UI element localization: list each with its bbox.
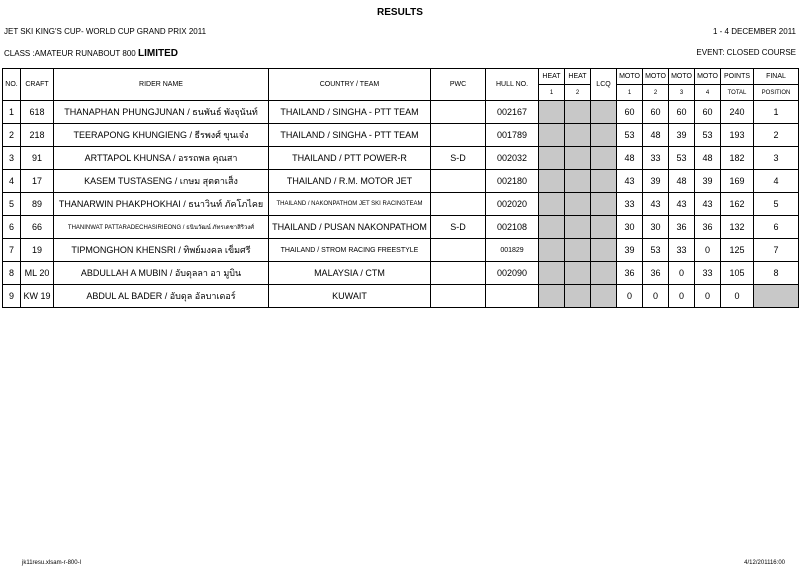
cell-pwc bbox=[431, 285, 486, 308]
col-moto-3-num: 3 bbox=[669, 85, 695, 101]
col-moto-1-num: 1 bbox=[617, 85, 643, 101]
cell-no: 2 bbox=[3, 124, 21, 147]
cell-craft: 66 bbox=[21, 216, 54, 239]
cell-rider: ABDUL AL BADER / อับดุล อัลบาเดอร์ bbox=[54, 285, 269, 308]
cell-lcq bbox=[591, 262, 617, 285]
cell-moto3: 48 bbox=[669, 170, 695, 193]
cell-moto2: 0 bbox=[643, 285, 669, 308]
event-name: JET SKI KING'S CUP- WORLD CUP GRAND PRIX 2011 bbox=[4, 27, 207, 36]
class-prefix: CLASS :AMATEUR RUNABOUT 800 bbox=[4, 49, 136, 58]
col-rider: RIDER NAME bbox=[54, 69, 269, 101]
cell-moto1: 53 bbox=[617, 124, 643, 147]
cell-craft: 17 bbox=[21, 170, 54, 193]
cell-moto1: 60 bbox=[617, 101, 643, 124]
cell-craft: 89 bbox=[21, 193, 54, 216]
cell-heat2 bbox=[565, 216, 591, 239]
event-type: EVENT: CLOSED COURSE bbox=[696, 48, 796, 57]
cell-moto3: 53 bbox=[669, 147, 695, 170]
col-moto-4-num: 4 bbox=[695, 85, 721, 101]
cell-lcq bbox=[591, 147, 617, 170]
cell-heat2 bbox=[565, 193, 591, 216]
cell-moto1: 30 bbox=[617, 216, 643, 239]
table-row bbox=[3, 285, 799, 308]
page-title: RESULTS bbox=[377, 7, 423, 18]
cell-heat2 bbox=[565, 124, 591, 147]
cell-rider: THANINWAT PATTARADECHASIRIEONG / ธนินวัฒน์ ภัทรเดชาสิริวงศ์ bbox=[54, 216, 269, 239]
cell-hull: 002108 bbox=[486, 216, 539, 239]
cell-total: 182 bbox=[721, 147, 754, 170]
cell-no: 5 bbox=[3, 193, 21, 216]
cell-position: 1 bbox=[754, 101, 799, 124]
cell-moto3: 60 bbox=[669, 101, 695, 124]
cell-heat2 bbox=[565, 101, 591, 124]
cell-no: 1 bbox=[3, 101, 21, 124]
cell-moto4: 36 bbox=[695, 216, 721, 239]
cell-heat1 bbox=[539, 170, 565, 193]
table-row bbox=[3, 101, 799, 124]
cell-craft: 91 bbox=[21, 147, 54, 170]
col-moto-3: MOTO bbox=[669, 69, 695, 85]
cell-rider: TIPMONGHON KHENSRI / ทิพย์มงคล เข็มศรี bbox=[54, 239, 269, 262]
col-country: COUNTRY / TEAM bbox=[269, 69, 431, 101]
cell-lcq bbox=[591, 193, 617, 216]
cell-moto2: 36 bbox=[643, 262, 669, 285]
cell-craft: KW 19 bbox=[21, 285, 54, 308]
cell-rider: THANARWIN PHAKPHOKHAI / ธนาวินท์ ภัคโภไคย bbox=[54, 193, 269, 216]
cell-country: THAILAND / PTT POWER-R bbox=[269, 147, 431, 170]
cell-total: 193 bbox=[721, 124, 754, 147]
cell-country: THAILAND / STROM RACING FREESTYLE bbox=[269, 239, 431, 262]
cell-lcq bbox=[591, 216, 617, 239]
cell-moto2: 60 bbox=[643, 101, 669, 124]
cell-position: 2 bbox=[754, 124, 799, 147]
cell-position: 5 bbox=[754, 193, 799, 216]
col-lcq: LCQ bbox=[591, 69, 617, 101]
cell-hull: 001829 bbox=[486, 239, 539, 262]
cell-moto2: 33 bbox=[643, 147, 669, 170]
cell-total: 162 bbox=[721, 193, 754, 216]
cell-moto3: 36 bbox=[669, 216, 695, 239]
col-moto-4: MOTO bbox=[695, 69, 721, 85]
cell-craft: 218 bbox=[21, 124, 54, 147]
cell-position bbox=[754, 285, 799, 308]
cell-moto4: 39 bbox=[695, 170, 721, 193]
cell-rider: KASEM TUSTASENG / เกษม สุตตาเส็ง bbox=[54, 170, 269, 193]
cell-rider: ABDULLAH A MUBIN / อับดุลลา อา มูบิน bbox=[54, 262, 269, 285]
cell-moto3: 39 bbox=[669, 124, 695, 147]
col-hull: HULL NO. bbox=[486, 69, 539, 101]
cell-craft: 19 bbox=[21, 239, 54, 262]
cell-position: 7 bbox=[754, 239, 799, 262]
results-table bbox=[2, 68, 799, 308]
cell-moto1: 39 bbox=[617, 239, 643, 262]
cell-total: 240 bbox=[721, 101, 754, 124]
cell-moto3: 0 bbox=[669, 285, 695, 308]
cell-heat1 bbox=[539, 101, 565, 124]
cell-moto2: 39 bbox=[643, 170, 669, 193]
cell-pwc bbox=[431, 193, 486, 216]
table-row bbox=[3, 170, 799, 193]
table-row bbox=[3, 147, 799, 170]
cell-moto4: 33 bbox=[695, 262, 721, 285]
cell-moto2: 53 bbox=[643, 239, 669, 262]
footer-timestamp: 4/12/201116:00 bbox=[744, 560, 785, 566]
cell-hull bbox=[486, 285, 539, 308]
col-heat-2: HEAT bbox=[565, 69, 591, 85]
cell-rider: THANAPHAN PHUNGJUNAN / ธนพันธ์ พังจุนันท์ bbox=[54, 101, 269, 124]
cell-heat2 bbox=[565, 285, 591, 308]
cell-moto3: 33 bbox=[669, 239, 695, 262]
cell-country: THAILAND / SINGHA - PTT TEAM bbox=[269, 124, 431, 147]
cell-country: THAILAND / PUSAN NAKONPATHOM bbox=[269, 216, 431, 239]
cell-heat1 bbox=[539, 239, 565, 262]
cell-moto2: 43 bbox=[643, 193, 669, 216]
cell-moto4: 0 bbox=[695, 285, 721, 308]
cell-no: 6 bbox=[3, 216, 21, 239]
cell-position: 8 bbox=[754, 262, 799, 285]
cell-total: 169 bbox=[721, 170, 754, 193]
cell-craft: 618 bbox=[21, 101, 54, 124]
cell-position: 3 bbox=[754, 147, 799, 170]
cell-pwc: S-D bbox=[431, 147, 486, 170]
cell-no: 9 bbox=[3, 285, 21, 308]
cell-moto4: 60 bbox=[695, 101, 721, 124]
cell-moto3: 43 bbox=[669, 193, 695, 216]
cell-moto4: 53 bbox=[695, 124, 721, 147]
cell-lcq bbox=[591, 124, 617, 147]
col-total: TOTAL bbox=[721, 85, 754, 101]
cell-heat2 bbox=[565, 262, 591, 285]
col-position: POSITION bbox=[754, 85, 799, 101]
cell-moto4: 0 bbox=[695, 239, 721, 262]
cell-hull: 002167 bbox=[486, 101, 539, 124]
cell-total: 132 bbox=[721, 216, 754, 239]
cell-country: THAILAND / R.M. MOTOR JET bbox=[269, 170, 431, 193]
cell-lcq bbox=[591, 285, 617, 308]
cell-heat1 bbox=[539, 262, 565, 285]
cell-moto4: 43 bbox=[695, 193, 721, 216]
cell-no: 7 bbox=[3, 239, 21, 262]
cell-moto1: 0 bbox=[617, 285, 643, 308]
cell-total: 105 bbox=[721, 262, 754, 285]
cell-position: 6 bbox=[754, 216, 799, 239]
cell-pwc bbox=[431, 124, 486, 147]
cell-heat1 bbox=[539, 124, 565, 147]
col-heat-1: HEAT bbox=[539, 69, 565, 85]
cell-hull: 001789 bbox=[486, 124, 539, 147]
col-heat-1-num: 1 bbox=[539, 85, 565, 101]
col-no: NO. bbox=[3, 69, 21, 101]
footer-filename: jk11resu.xlsam-r-800-l bbox=[22, 560, 81, 566]
table-row bbox=[3, 124, 799, 147]
cell-pwc bbox=[431, 170, 486, 193]
col-heat-2-num: 2 bbox=[565, 85, 591, 101]
table-row bbox=[3, 216, 799, 239]
cell-country: MALAYSIA / CTM bbox=[269, 262, 431, 285]
class-label bbox=[4, 48, 178, 59]
cell-rider: TEERAPONG KHUNGIENG / ธีรพงศ์ ขุนเจ๋ง bbox=[54, 124, 269, 147]
class-suffix: LIMITED bbox=[137, 48, 178, 59]
cell-hull: 002020 bbox=[486, 193, 539, 216]
cell-no: 4 bbox=[3, 170, 21, 193]
cell-heat2 bbox=[565, 170, 591, 193]
cell-heat1 bbox=[539, 193, 565, 216]
cell-heat1 bbox=[539, 147, 565, 170]
cell-moto1: 36 bbox=[617, 262, 643, 285]
table-row bbox=[3, 239, 799, 262]
cell-pwc bbox=[431, 239, 486, 262]
cell-moto1: 43 bbox=[617, 170, 643, 193]
cell-lcq bbox=[591, 239, 617, 262]
cell-no: 8 bbox=[3, 262, 21, 285]
cell-hull: 002180 bbox=[486, 170, 539, 193]
cell-pwc bbox=[431, 101, 486, 124]
col-points: POINTS bbox=[721, 69, 754, 85]
cell-heat2 bbox=[565, 239, 591, 262]
cell-heat1 bbox=[539, 216, 565, 239]
table-row bbox=[3, 262, 799, 285]
cell-no: 3 bbox=[3, 147, 21, 170]
cell-moto2: 30 bbox=[643, 216, 669, 239]
cell-heat1 bbox=[539, 285, 565, 308]
col-moto-2-num: 2 bbox=[643, 85, 669, 101]
cell-hull: 002090 bbox=[486, 262, 539, 285]
col-craft: CRAFT bbox=[21, 69, 54, 101]
cell-hull: 002032 bbox=[486, 147, 539, 170]
cell-moto1: 33 bbox=[617, 193, 643, 216]
cell-country: THAILAND / NAKONPATHOM JET SKI RACINGTEAM bbox=[269, 193, 431, 216]
cell-heat2 bbox=[565, 147, 591, 170]
cell-moto1: 48 bbox=[617, 147, 643, 170]
cell-lcq bbox=[591, 101, 617, 124]
cell-country: KUWAIT bbox=[269, 285, 431, 308]
cell-moto4: 48 bbox=[695, 147, 721, 170]
cell-total: 125 bbox=[721, 239, 754, 262]
cell-moto3: 0 bbox=[669, 262, 695, 285]
cell-lcq bbox=[591, 170, 617, 193]
cell-rider: ARTTAPOL KHUNSA / อรรถพล คุณสา bbox=[54, 147, 269, 170]
table-row bbox=[3, 193, 799, 216]
cell-craft: ML 20 bbox=[21, 262, 54, 285]
col-final: FINAL bbox=[754, 69, 799, 85]
cell-country: THAILAND / SINGHA - PTT TEAM bbox=[269, 101, 431, 124]
col-pwc: PWC bbox=[431, 69, 486, 101]
col-moto-2: MOTO bbox=[643, 69, 669, 85]
cell-pwc bbox=[431, 262, 486, 285]
event-dates: 1 - 4 DECEMBER 2011 bbox=[713, 27, 796, 36]
cell-pwc: S-D bbox=[431, 216, 486, 239]
cell-moto2: 48 bbox=[643, 124, 669, 147]
cell-total: 0 bbox=[721, 285, 754, 308]
cell-position: 4 bbox=[754, 170, 799, 193]
col-moto-1: MOTO bbox=[617, 69, 643, 85]
